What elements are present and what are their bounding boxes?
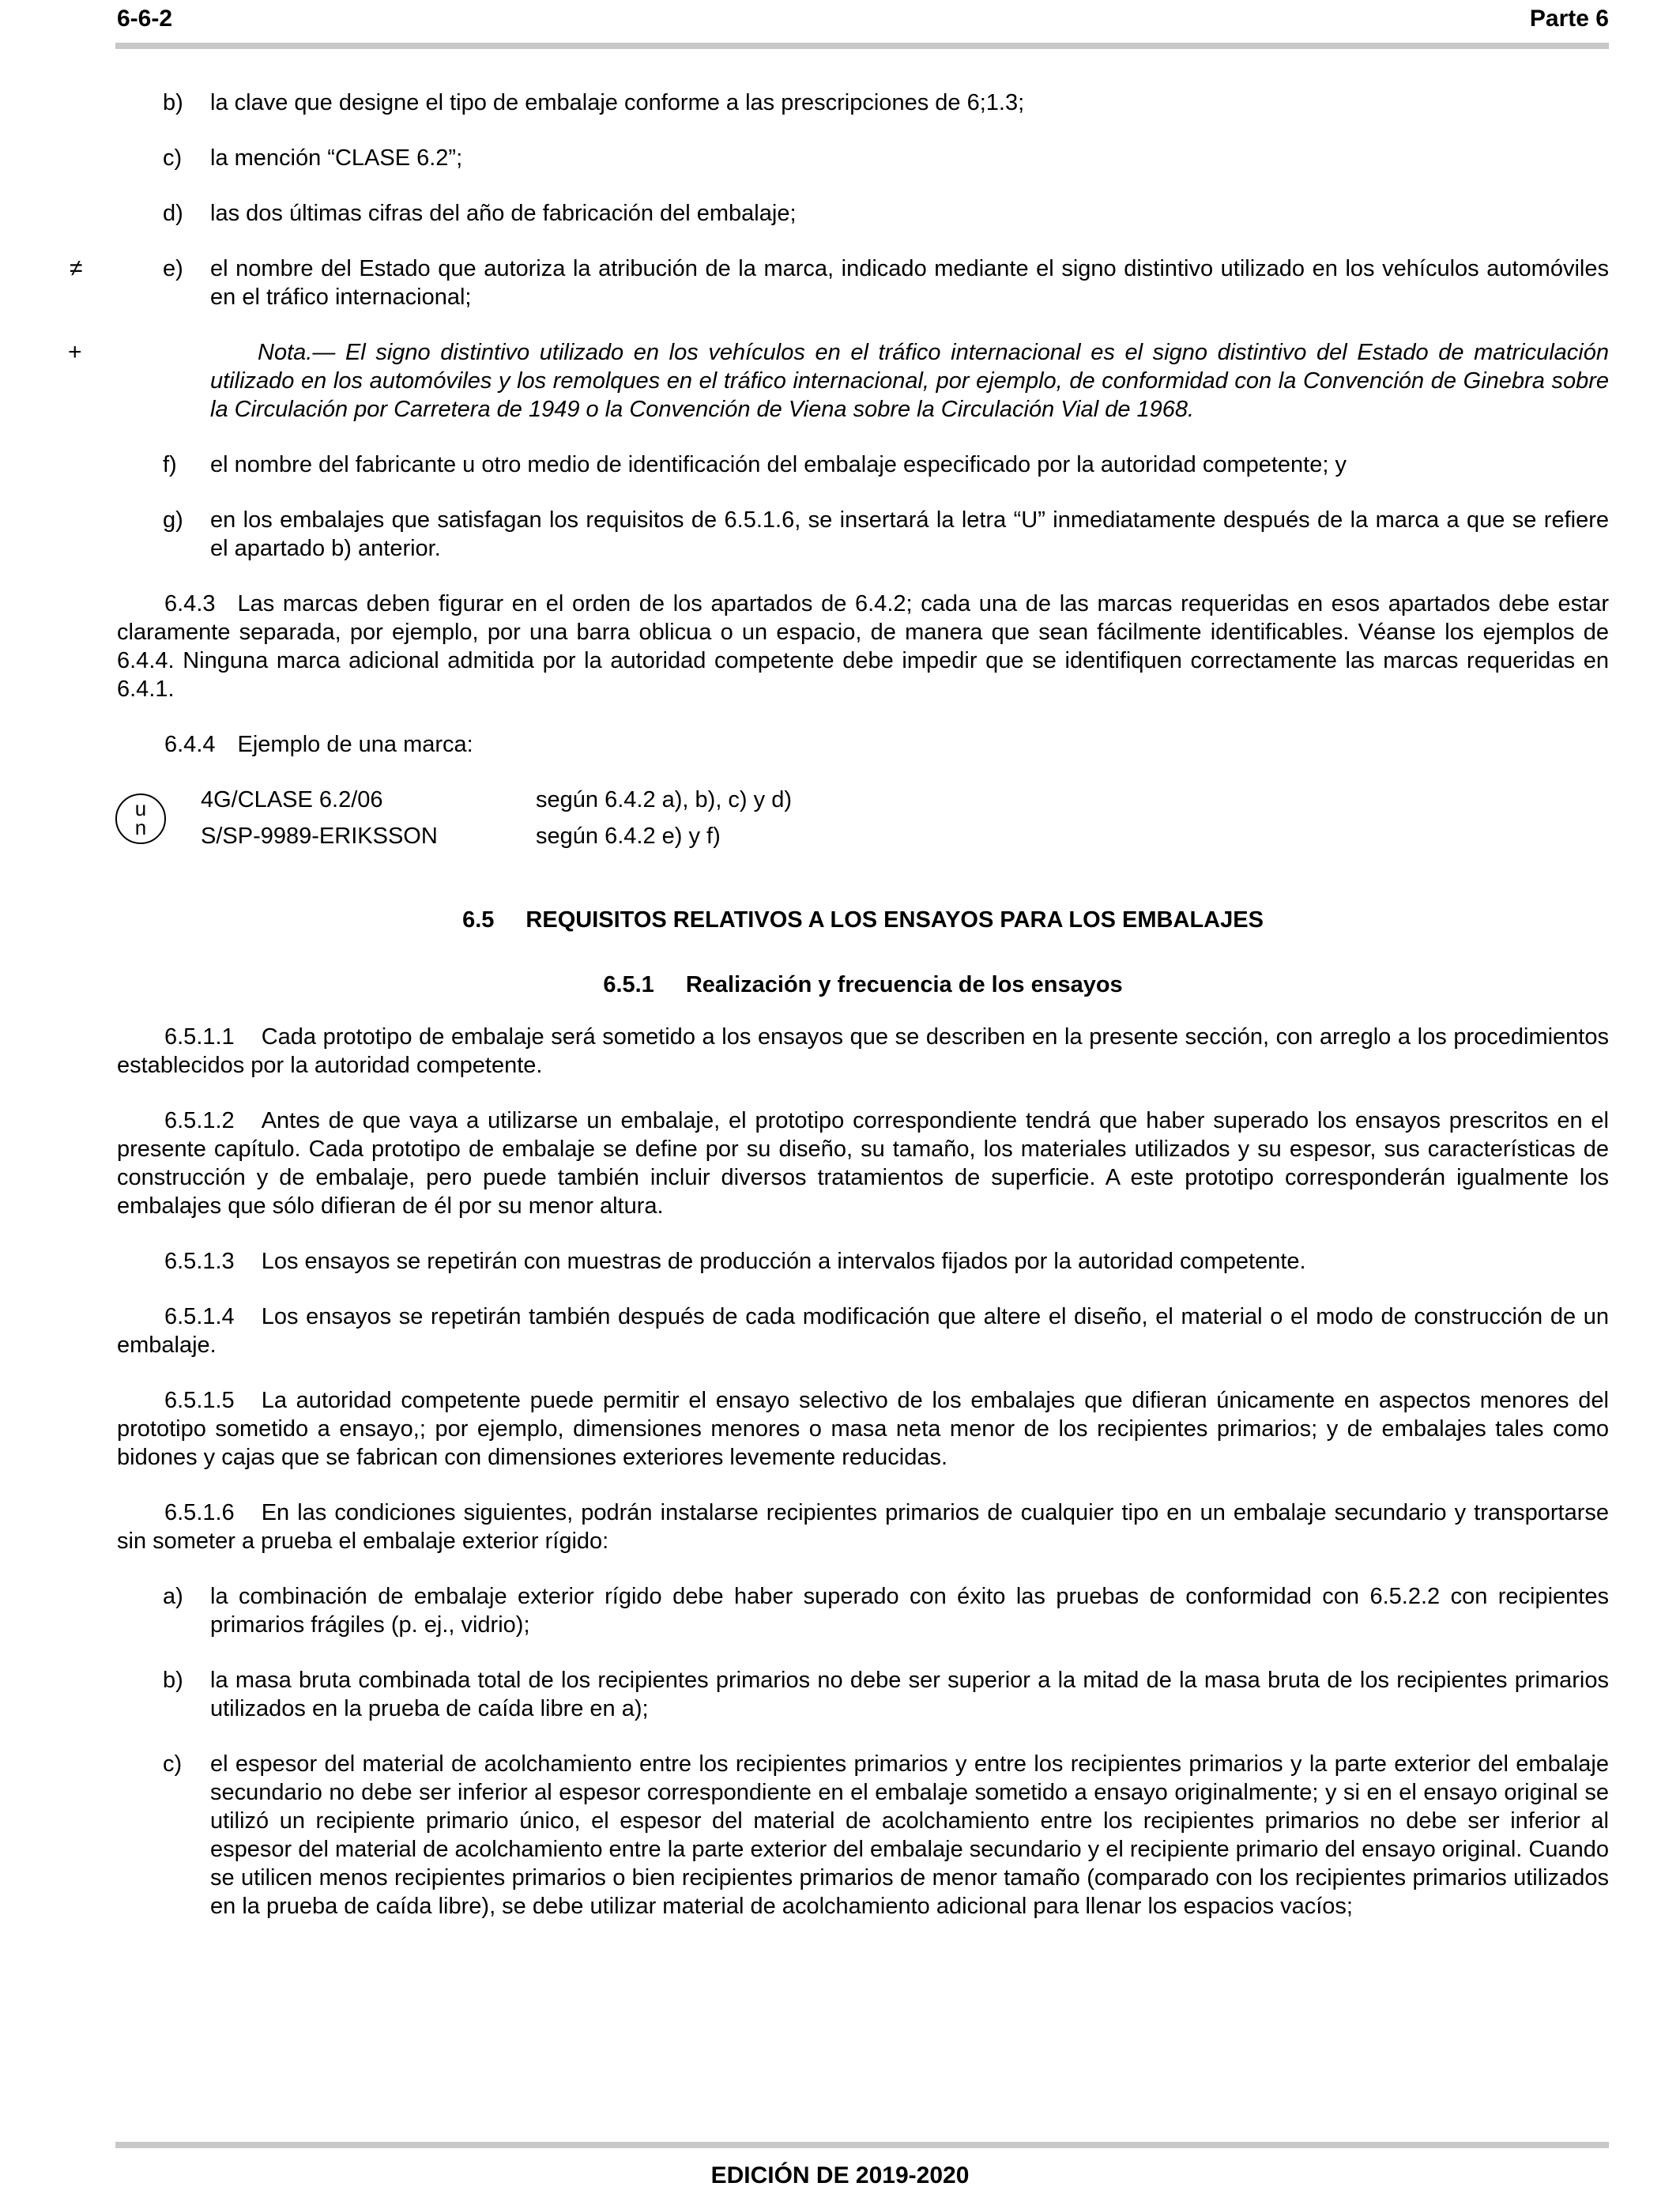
- paragraph-6-5-1-1: [117, 1023, 1609, 1080]
- list-item-c: [117, 144, 1609, 172]
- paragraph-text: Los ensayos se repetirán también después de cada modificación que altere el diseño, el material o el modo de construcción de un embalaje.: [117, 1304, 1609, 1358]
- footer-rule: [115, 2142, 1609, 2148]
- example-code: S/SP-9989-ERIKSSON: [201, 824, 438, 849]
- paragraph-6-5-1-6: [117, 1498, 1609, 1555]
- list-label: f): [163, 452, 177, 477]
- paragraph-number: 6.5.1.5: [164, 1388, 235, 1413]
- list-item-f: [117, 450, 1609, 479]
- part-title: Parte 6: [1529, 6, 1609, 32]
- list-label: c): [163, 1751, 183, 1777]
- paragraph-text: Las marcas deben figurar en el orden de los apartados de 6.4.2; cada una de las marcas requeridas en esos apartados debe estar claramente separada, por ejemplo, por una barra oblicua o un espacio, de manera que sean fácilmente identificables. Véanse los ejemplos de 6.4.4. Ninguna marca adicional admitida por la autoridad competente debe impedir que se identifiquen correctamente las marcas requeridas en 6.4.1.: [117, 591, 1609, 702]
- example-code: 4G/CLASE 6.2/06: [201, 787, 383, 812]
- paragraph-6-5-1-2: [117, 1106, 1609, 1220]
- un-packaging-symbol-icon: [115, 794, 166, 844]
- un-symbol-n: n: [134, 816, 147, 839]
- edition-footer: EDICIÓN DE 2019-2020: [710, 2162, 970, 2188]
- condition-item-c: [117, 1750, 1609, 1921]
- paragraph-number: 6.5.1.2: [164, 1108, 235, 1133]
- example-reference: según 6.4.2 a), b), c) y d): [536, 787, 792, 812]
- paragraph-number: 6.5.1.3: [164, 1249, 235, 1274]
- list-label: g): [163, 507, 183, 533]
- paragraph-text: Ejemplo de una marca:: [237, 732, 473, 757]
- list-text: el nombre del fabricante u otro medio de identificación del embalaje especificado por la autoridad competente; y: [210, 452, 1347, 477]
- paragraph-number: 6.5.1.4: [164, 1304, 235, 1329]
- subsection-title: Realización y frecuencia de los ensayos: [685, 972, 1123, 997]
- un-symbol-u: u: [134, 797, 147, 820]
- list-text: la combinación de embalaje exterior rígido debe haber superado con éxito las pruebas de conformidad con 6.5.2.2 con recipientes primarios frágiles (p. ej., vidrio);: [210, 1584, 1609, 1638]
- list-text: las dos últimas cifras del año de fabricación del embalaje;: [210, 201, 797, 226]
- list-item-b: [117, 89, 1609, 117]
- paragraph-6-4-4: [117, 730, 1609, 759]
- subsection-heading: [117, 971, 1609, 999]
- list-label: b): [163, 90, 183, 115]
- paragraph-text: Cada prototipo de embalaje será sometido a los ensayos que se describen en la presente sección, con arreglo a los procedimientos establecidos por la autoridad competente.: [117, 1024, 1609, 1078]
- page-number: 6-6-2: [117, 6, 173, 32]
- paragraph-text: Los ensayos se repetirán con muestras de producción a intervalos fijados por la autoridad competente.: [261, 1249, 1306, 1274]
- list-item-e: [70, 254, 1609, 311]
- paragraph-text: La autoridad competente puede permitir el ensayo selectivo de los embalajes que difieran únicamente en aspectos menores del prototipo sometido a ensayo,; por ejemplo, dimensiones menores o masa neta menor de los recipientes primarios; y de embalajes tales como bidones y cajas que se fabrican con dimensiones exteriores levemente reducidas.: [117, 1388, 1609, 1470]
- list-text: el nombre del Estado que autoriza la atribución de la marca, indicado mediante el signo distintivo utilizado en los vehículos automóviles en el tráfico internacional;: [210, 256, 1609, 310]
- section-number: 6.5: [462, 907, 495, 933]
- example-reference: según 6.4.2 e) y f): [536, 824, 721, 849]
- list-label: e): [163, 256, 183, 281]
- condition-item-b: [117, 1666, 1609, 1723]
- addition-mark: +: [68, 339, 82, 365]
- list-text: en los embalajes que satisfagan los requisitos de 6.5.1.6, se insertará la letra “U” inmediatamente después de la marca a que se refiere el apartado b) anterior.: [210, 507, 1609, 561]
- list-item-d: [117, 199, 1609, 228]
- list-item-g: [117, 506, 1609, 563]
- list-text: la masa bruta combinada total de los recipientes primarios no debe ser superior a la mitad de la masa bruta de los recipientes primarios utilizados en la prueba de caída libre en a);: [210, 1668, 1609, 1721]
- list-label: b): [163, 1668, 183, 1693]
- section-heading: [117, 906, 1609, 934]
- paragraph-6-5-1-4: [117, 1302, 1609, 1359]
- section-title: REQUISITOS RELATIVOS A LOS ENSAYOS PARA LOS EMBALAJES: [525, 907, 1264, 933]
- note-label: Nota.—: [258, 340, 336, 365]
- paragraph-number: 6.5.1.6: [164, 1500, 235, 1525]
- list-text: la clave que designe el tipo de embalaje conforme a las prescripciones de 6;1.3;: [210, 90, 1025, 115]
- paragraph-6-4-3: [117, 590, 1609, 703]
- page-body: [68, 89, 1609, 1947]
- paragraph-number: 6.4.4: [164, 732, 216, 757]
- list-label: d): [163, 201, 183, 226]
- marking-example: [117, 786, 1609, 861]
- list-label: c): [163, 145, 183, 171]
- list-label: a): [163, 1584, 183, 1609]
- paragraph-6-5-1-3: [117, 1247, 1609, 1276]
- list-text: el espesor del material de acolchamiento entre los recipientes primarios y entre los recipientes primarios y la parte exterior del embalaje secundario no debe ser inferior al espesor correspondiente en el embalaje sometido a ensayo originalmente; y si en el ensayo original se utilizó un recipiente primario único, el espesor del material de acolchamiento entre los recipientes primarios no debe ser inferior al espesor del material de acolchamiento entre la parte exterior del embalaje secundario y el recipiente primario del ensayo original. Cuando se utilicen menos recipientes primarios o bien recipientes primarios de menor tamaño (comparado con los recipientes primarios utilizados en la prueba de caída libre), se debe utilizar material de acolchamiento adicional para llenar los espacios vacíos;: [210, 1751, 1609, 1919]
- paragraph-text: En las condiciones siguientes, podrán instalarse recipientes primarios de cualquier tipo en un embalaje secundario y transportarse sin someter a prueba el embalaje exterior rígido:: [117, 1500, 1609, 1554]
- list-text: la mención “CLASE 6.2”;: [210, 145, 463, 171]
- paragraph-text: Antes de que vaya a utilizarse un embalaje, el prototipo correspondiente tendrá que haber superado los ensayos prescritos en el presente capítulo. Cada prototipo de embalaje se define por su diseño, su tamaño, los materiales utilizados y su espesor, sus características de construcción y de embalaje, pero puede también incluir diversos tratamientos de superficie. A este prototipo corresponderán igualmente los embalajes que sólo difieran de él por su menor altura.: [117, 1108, 1609, 1219]
- header-rule: [115, 43, 1609, 49]
- subsection-number: 6.5.1: [603, 972, 654, 997]
- note: [68, 338, 1609, 424]
- paragraph-number: 6.4.3: [164, 591, 216, 616]
- paragraph-6-5-1-5: [117, 1386, 1609, 1472]
- change-mark: ≠: [70, 255, 83, 281]
- note-text: El signo distintivo utilizado en los vehículos en el tráfico internacional es el signo distintivo del Estado de matriculación utilizado en los automóviles y los remolques en el tráfico internacional, por ejemplo, de conformidad con la Convención de Ginebra sobre la Circulación por Carretera de 1949 o la Convención de Viena sobre la Circulación Vial de 1968.: [210, 340, 1609, 422]
- paragraph-number: 6.5.1.1: [164, 1024, 235, 1050]
- condition-item-a: [117, 1582, 1609, 1639]
